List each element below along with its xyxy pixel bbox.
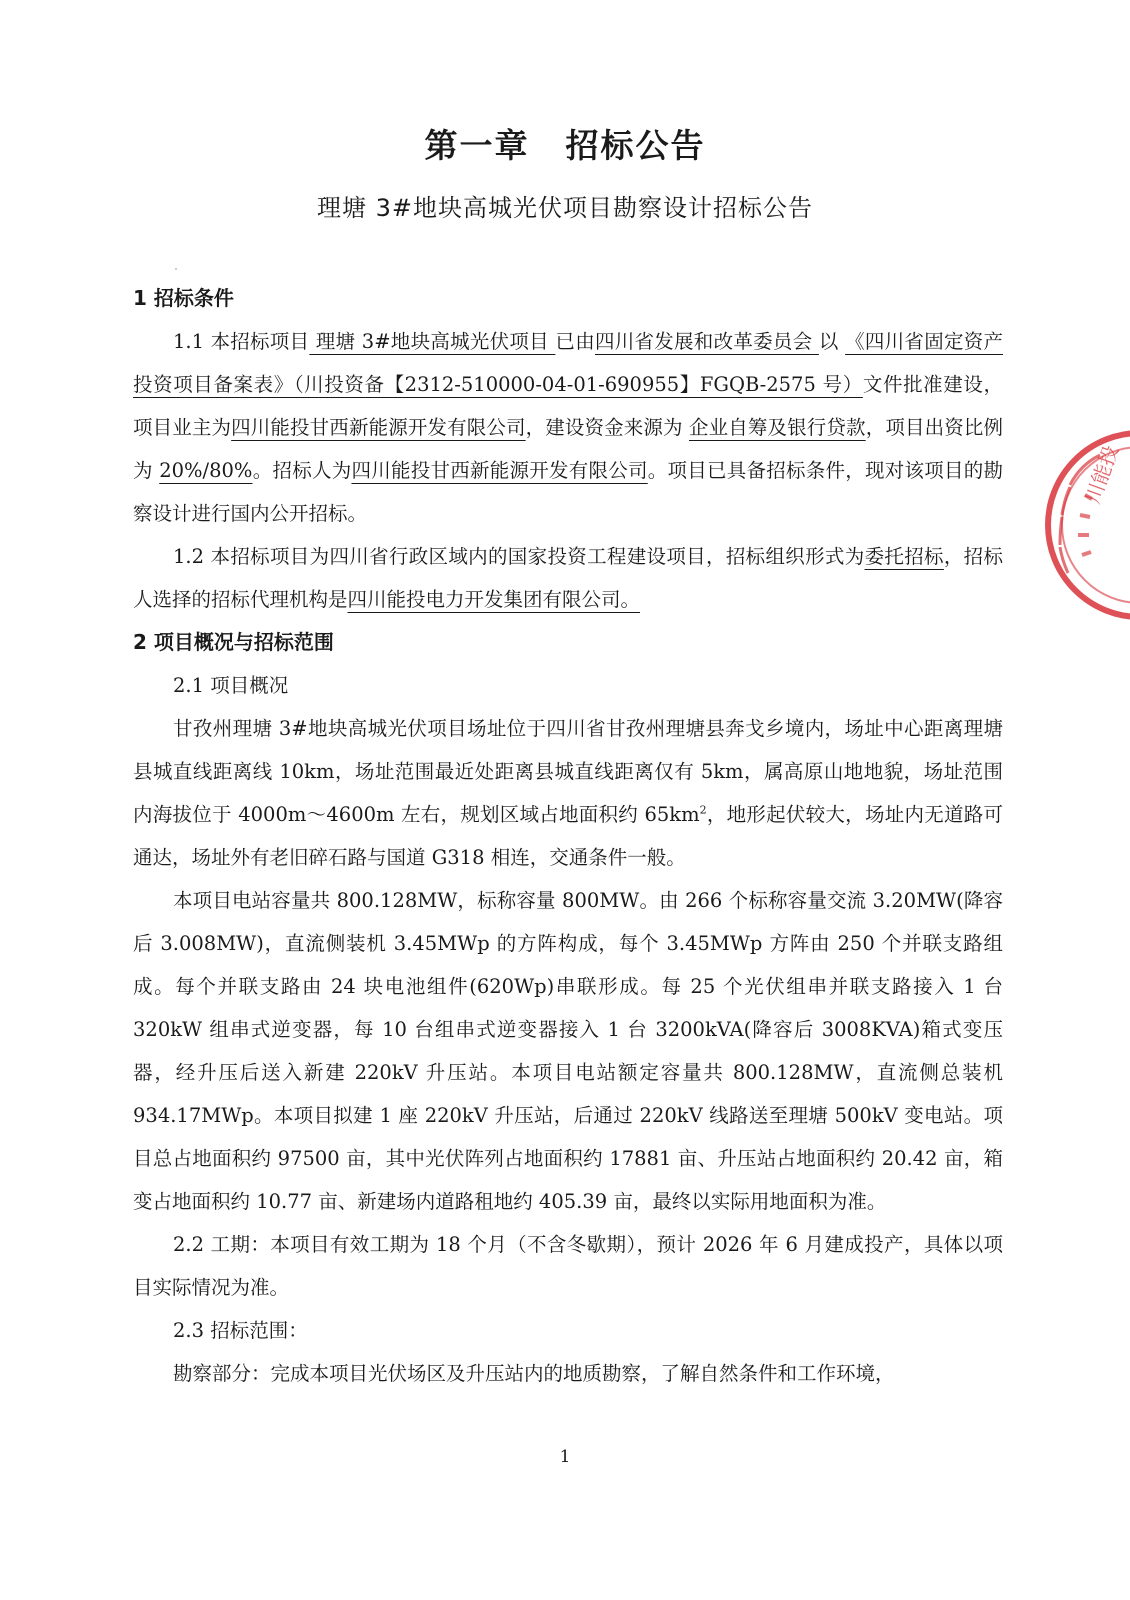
paragraph-1-2: 1.2 本招标项目为四川省行政区域内的国家投资工程建设项目，招标组织形式为委托招标，招标人选择的招标代理机构是四川能投电力开发集团有限公司。: [133, 545, 1003, 611]
paragraph-2-1: 甘孜州理塘 3#地块高城光伏项目场址位于四川省甘孜州理塘县奔戈乡境内，场址中心距离理塘县城直线距离线 10km，场址范围最近处距离县城直线距离仅有 5km，属高原山地地貌，场址范围内海拔位于 4000m～4600m 左右，规划区域占地面积约 $65km^2$，地形起伏较大，场址内无道路可通达，场址外有老旧碎石路与国道 G318 相连，交通条件一般。: [133, 717, 1003, 869]
paragraph-1-1: 1.1 本招标项目 理塘 3#地块高城光伏项目 已由四川省发展和改革委员会 以 《四川省固定资产投资项目备案表》（川投资备【2312-510000-04-01-690955】FGQB-2575 号）文件批准建设，项目业主为四川能投甘西新能源开发有限公司，建设资金来源为 企业自筹及银行贷款，项目出资比例为 20%/80%。招标人为四川能投甘西新能源开发有限公司。项目已具备招标条件，现对该项目的勘察设计进行国内公开招标。: [133, 330, 1003, 525]
svg-text:川能投: 川能投: [1080, 442, 1124, 507]
section-heading-2: 2 项目概况与招标范围: [133, 630, 334, 654]
document-title: 理塘 3#地块高城光伏项目勘察设计招标公告: [316, 194, 813, 222]
page-number: 1: [559, 1447, 571, 1467]
red-seal-stamp-icon: [1040, 425, 1130, 625]
subheading-2-1: 2.1 项目概况: [173, 674, 289, 697]
scan-speck: [175, 268, 177, 270]
section-heading-1: 1 招标条件: [133, 286, 234, 310]
subheading-2-3: 2.3 招标范围：: [173, 1319, 308, 1342]
chapter-title: 第一章 招标公告: [424, 126, 706, 165]
paragraph-2-1-capacity: 本项目电站容量共 800.128MW，标称容量 800MW。由 266 个标称容量交流 3.20MW(降容后 3.008MW)，直流侧装机 3.45MWp 的方阵构成，每个 3.45MWp 方阵由 250 个并联支路组成。每个并联支路由 24 块电池组件(620Wp)串联形成。每 25 个光伏组串并联支路接入 1 台 320kW 组串式逆变器，每 10 台组串式逆变器接入 1 台 3200kVA(降容后 3008KVA)箱式变压器，经升压后送入新建 220kV 升压站。本项目电站额定容量共 800.128MW，直流侧总装机 934.17MWp。本项目拟建 1 座 220kV 升压站，后通过 220kV 线路送至理塘 500kV 变电站。项目总占地面积约 97500 亩，其中光伏阵列占地面积约 17881 亩、升压站占地面积约 20.42 亩，箱变占地面积约 10.77 亩、新建场内道路租地约 405.39 亩，最终以实际用地面积为准。: [133, 889, 1003, 1213]
paragraph-2-3-survey: 勘察部分：完成本项目光伏场区及升压站内的地质勘察，了解自然条件和工作环境，: [173, 1362, 895, 1385]
document-body: [133, 277, 1003, 1395]
paragraph-2-2-schedule: 2.2 工期：本项目有效工期为 18 个月（不含冬歇期），预计 2026 年 6 月建成投产，具体以项目实际情况为准。: [133, 1233, 1003, 1299]
